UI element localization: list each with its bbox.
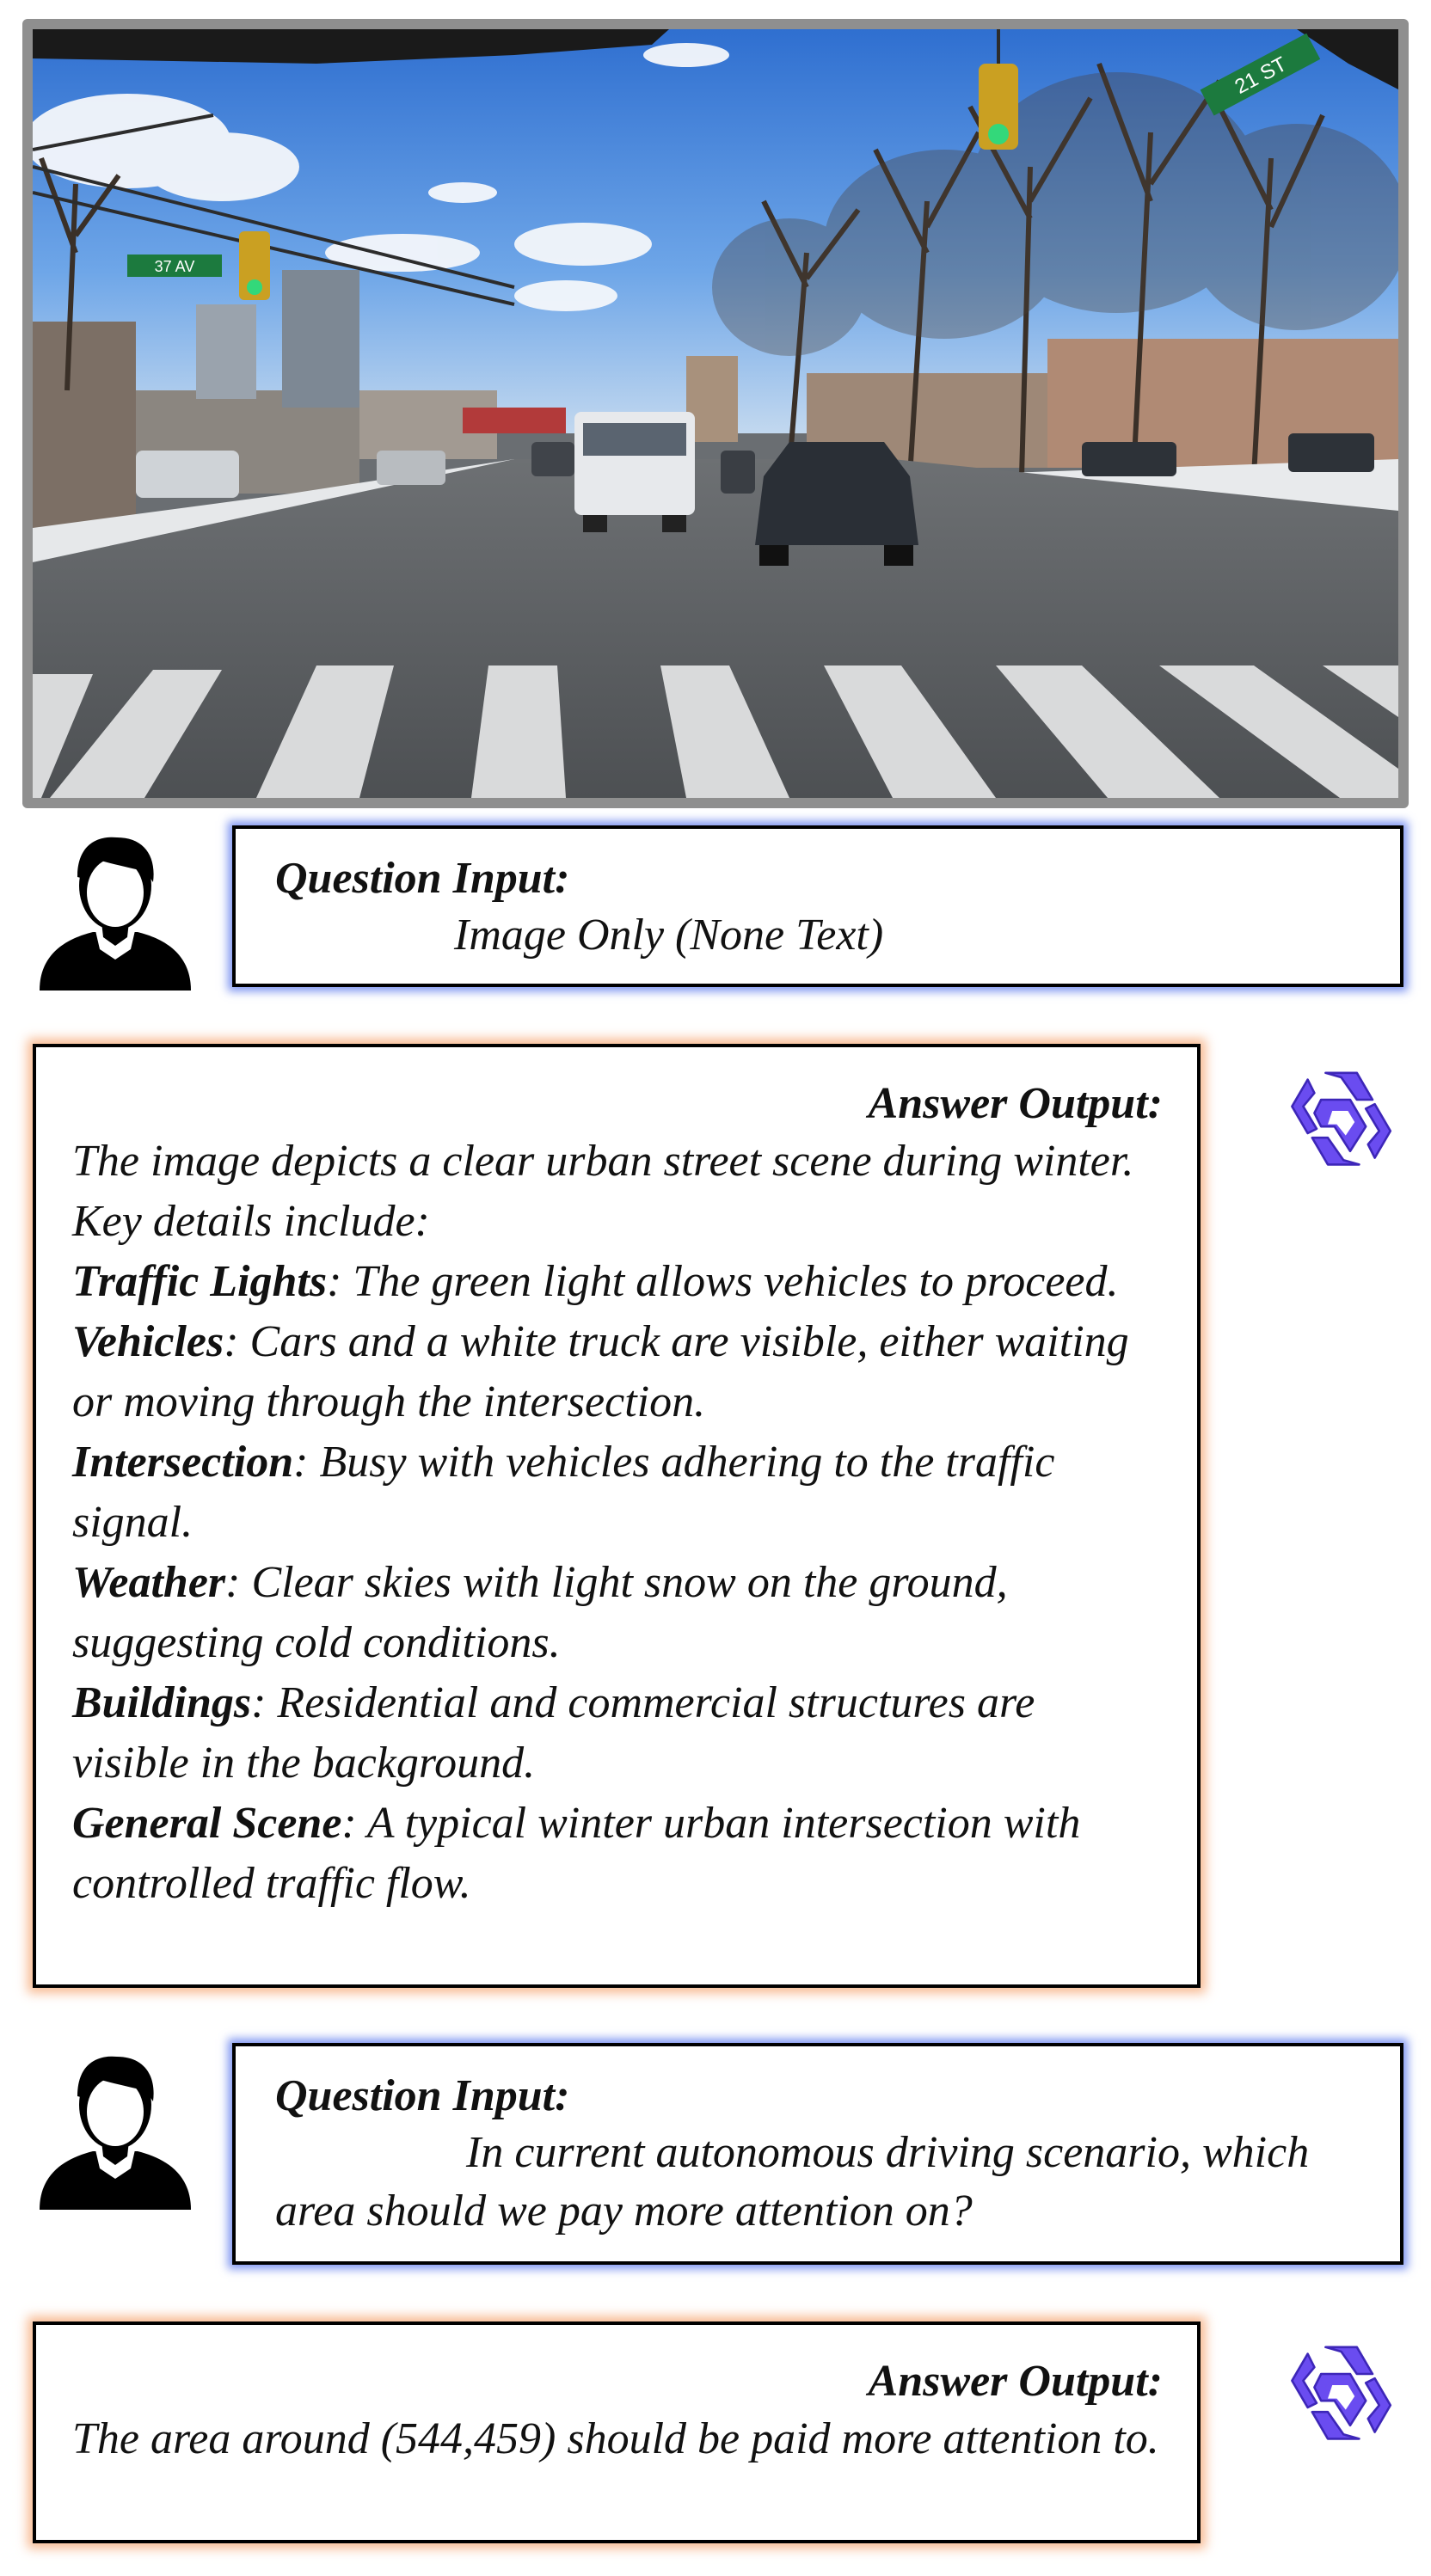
detail-term: Buildings	[72, 1678, 252, 1727]
user-avatar-icon	[31, 2045, 200, 2213]
answer-box-2	[33, 2321, 1201, 2543]
user-avatar-icon	[31, 825, 200, 994]
assistant-logo-icon	[1283, 1066, 1395, 1178]
detail-text: : Busy with vehicles adhering to the traffic signal.	[72, 1438, 1055, 1547]
detail-item	[72, 1252, 1163, 1312]
question-title: Question Input:	[275, 2071, 570, 2120]
answer-intro: The image depicts a clear urban street scene during winter. Key details include:	[72, 1137, 1134, 1246]
answer-body	[72, 2409, 1163, 2469]
question-text: In current autonomous driving scenario, which area should we pay more attention on?	[275, 2128, 1310, 2236]
detail-text: : Residential and commercial structures are visible in the background.	[72, 1678, 1035, 1788]
detail-text: : A typical winter urban intersection with controlled traffic flow.	[72, 1799, 1081, 1908]
street-photo-frame	[22, 19, 1409, 808]
detail-term: Traffic Lights	[72, 1257, 328, 1306]
detail-term: Vehicles	[72, 1317, 224, 1366]
detail-item	[72, 1432, 1163, 1553]
detail-item	[72, 1553, 1163, 1673]
question-box-1	[232, 825, 1403, 987]
detail-text: : Clear skies with light snow on the ground, suggesting cold conditions.	[72, 1558, 1008, 1667]
detail-item	[72, 1794, 1163, 1914]
answer-body	[72, 1132, 1163, 1914]
question-box-2	[232, 2043, 1403, 2265]
answer-intro: The area around (544,459) should be paid more attention to.	[72, 2414, 1159, 2463]
street-photo	[33, 29, 1398, 798]
answer-title: Answer Output:	[868, 1079, 1163, 1128]
detail-item	[72, 1673, 1163, 1794]
detail-text: : Cars and a white truck are visible, either waiting or moving through the intersection.	[72, 1317, 1129, 1426]
detail-term: Intersection	[72, 1438, 294, 1487]
detail-term: General Scene	[72, 1799, 342, 1848]
detail-term: Weather	[72, 1558, 226, 1607]
detail-item	[72, 1312, 1163, 1432]
question-text: Image Only (None Text)	[454, 911, 884, 960]
street-sign-left: 37 AV	[154, 258, 195, 275]
question-title: Question Input:	[275, 854, 570, 903]
detail-text: : The green light allows vehicles to proceed.	[327, 1257, 1119, 1306]
answer-title: Answer Output:	[868, 2357, 1163, 2406]
assistant-logo-icon	[1283, 2340, 1395, 2452]
answer-box-1	[33, 1044, 1201, 1988]
street-sign-right: 21 ST	[1231, 52, 1291, 99]
